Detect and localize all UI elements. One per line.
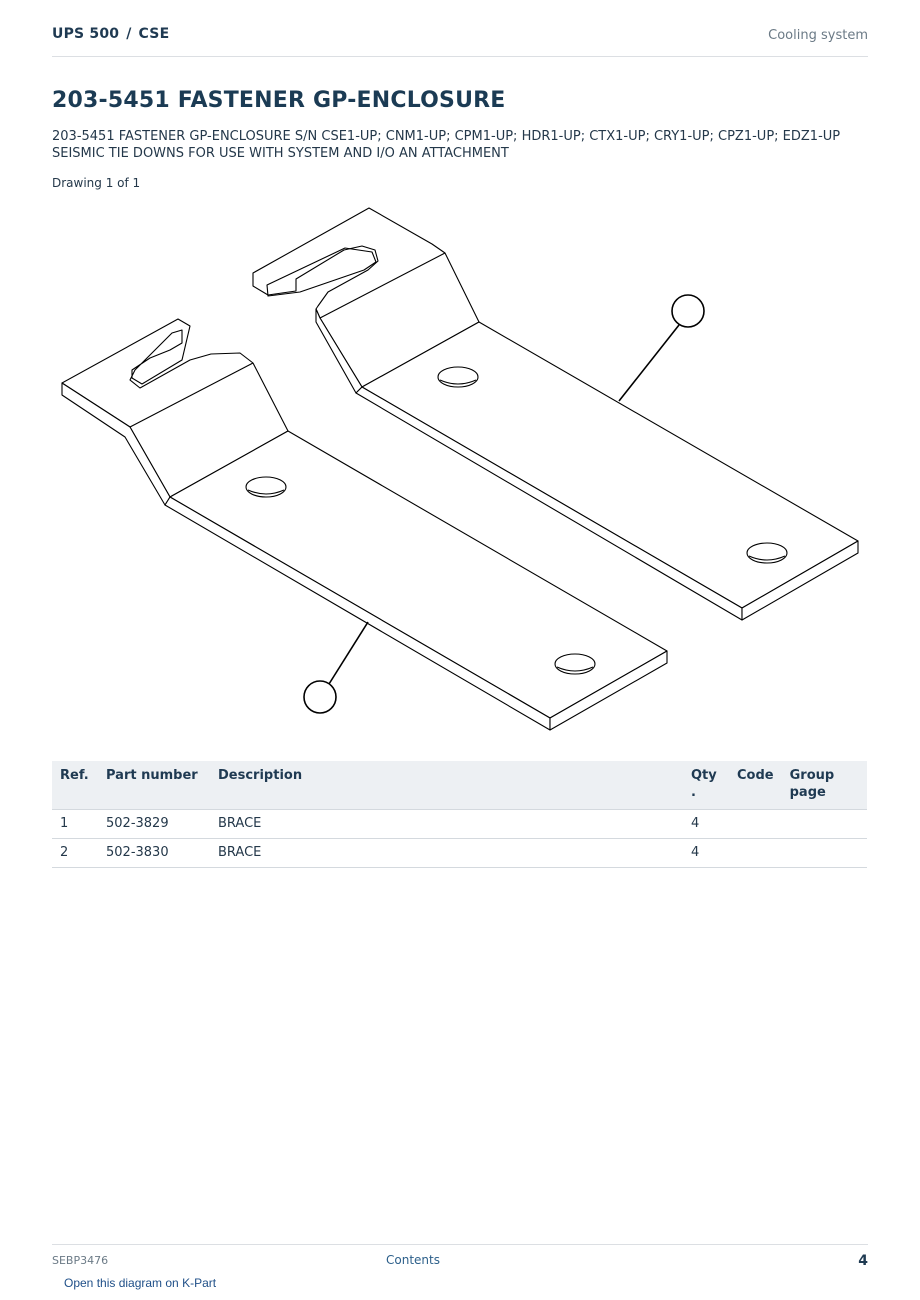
cell-ref: 2 [52, 839, 98, 868]
section-name: Cooling system [768, 28, 868, 43]
cell-group-page [782, 839, 867, 868]
cell-description: BRACE [210, 839, 683, 868]
table-row[interactable] [52, 839, 867, 868]
table-row[interactable] [52, 810, 867, 839]
cell-group-page [782, 810, 867, 839]
page-title: 203-5451 FASTENER GP-ENCLOSURE [52, 88, 506, 113]
col-description: Description [210, 761, 683, 810]
cell-description: BRACE [210, 810, 683, 839]
cell-code [729, 810, 782, 839]
cell-qty: 4 [683, 839, 729, 868]
contents-link[interactable]: Contents [386, 1253, 440, 1267]
drawing-label: Drawing 1 of 1 [52, 176, 141, 190]
col-part-number: Part number [98, 761, 210, 810]
col-qty: Qty . [683, 761, 729, 810]
page-footer [52, 1244, 868, 1275]
cell-ref: 1 [52, 810, 98, 839]
callout-leader-1 [329, 622, 368, 684]
breadcrumb [52, 26, 169, 42]
page-number: 4 [858, 1253, 868, 1269]
open-in-kpart-link[interactable]: Open this diagram on K-Part [64, 1276, 217, 1290]
parts-table [52, 761, 867, 868]
callout-marker-2[interactable] [672, 295, 704, 327]
col-group-page: Group page [782, 761, 867, 810]
breadcrumb-product[interactable]: CSE [138, 26, 170, 42]
cell-code [729, 839, 782, 868]
part-description: 203-5451 FASTENER GP-ENCLOSURE S/N CSE1-UP; CNM1-UP; CPM1-UP; HDR1-UP; CTX1-UP; CRY1-UP; CPZ1-UP; EDZ1-UP SEISMIC TIE DOWNS FOR USE WITH SYSTEM AND I/O AN ATTACHMENT [52, 129, 841, 161]
col-code: Code [729, 761, 782, 810]
breadcrumb-separator: / [126, 26, 132, 42]
col-ref: Ref. [52, 761, 98, 810]
callout-marker-1[interactable] [304, 681, 336, 713]
table-header-row [52, 761, 867, 810]
document-id: SEBP3476 [52, 1254, 109, 1267]
page-header [52, 26, 868, 57]
cell-part-number[interactable]: 502-3829 [98, 810, 210, 839]
cell-qty: 4 [683, 810, 729, 839]
cell-part-number[interactable]: 502-3830 [98, 839, 210, 868]
callout-leader-2 [619, 325, 679, 401]
breadcrumb-model[interactable]: UPS 500 [52, 26, 120, 42]
